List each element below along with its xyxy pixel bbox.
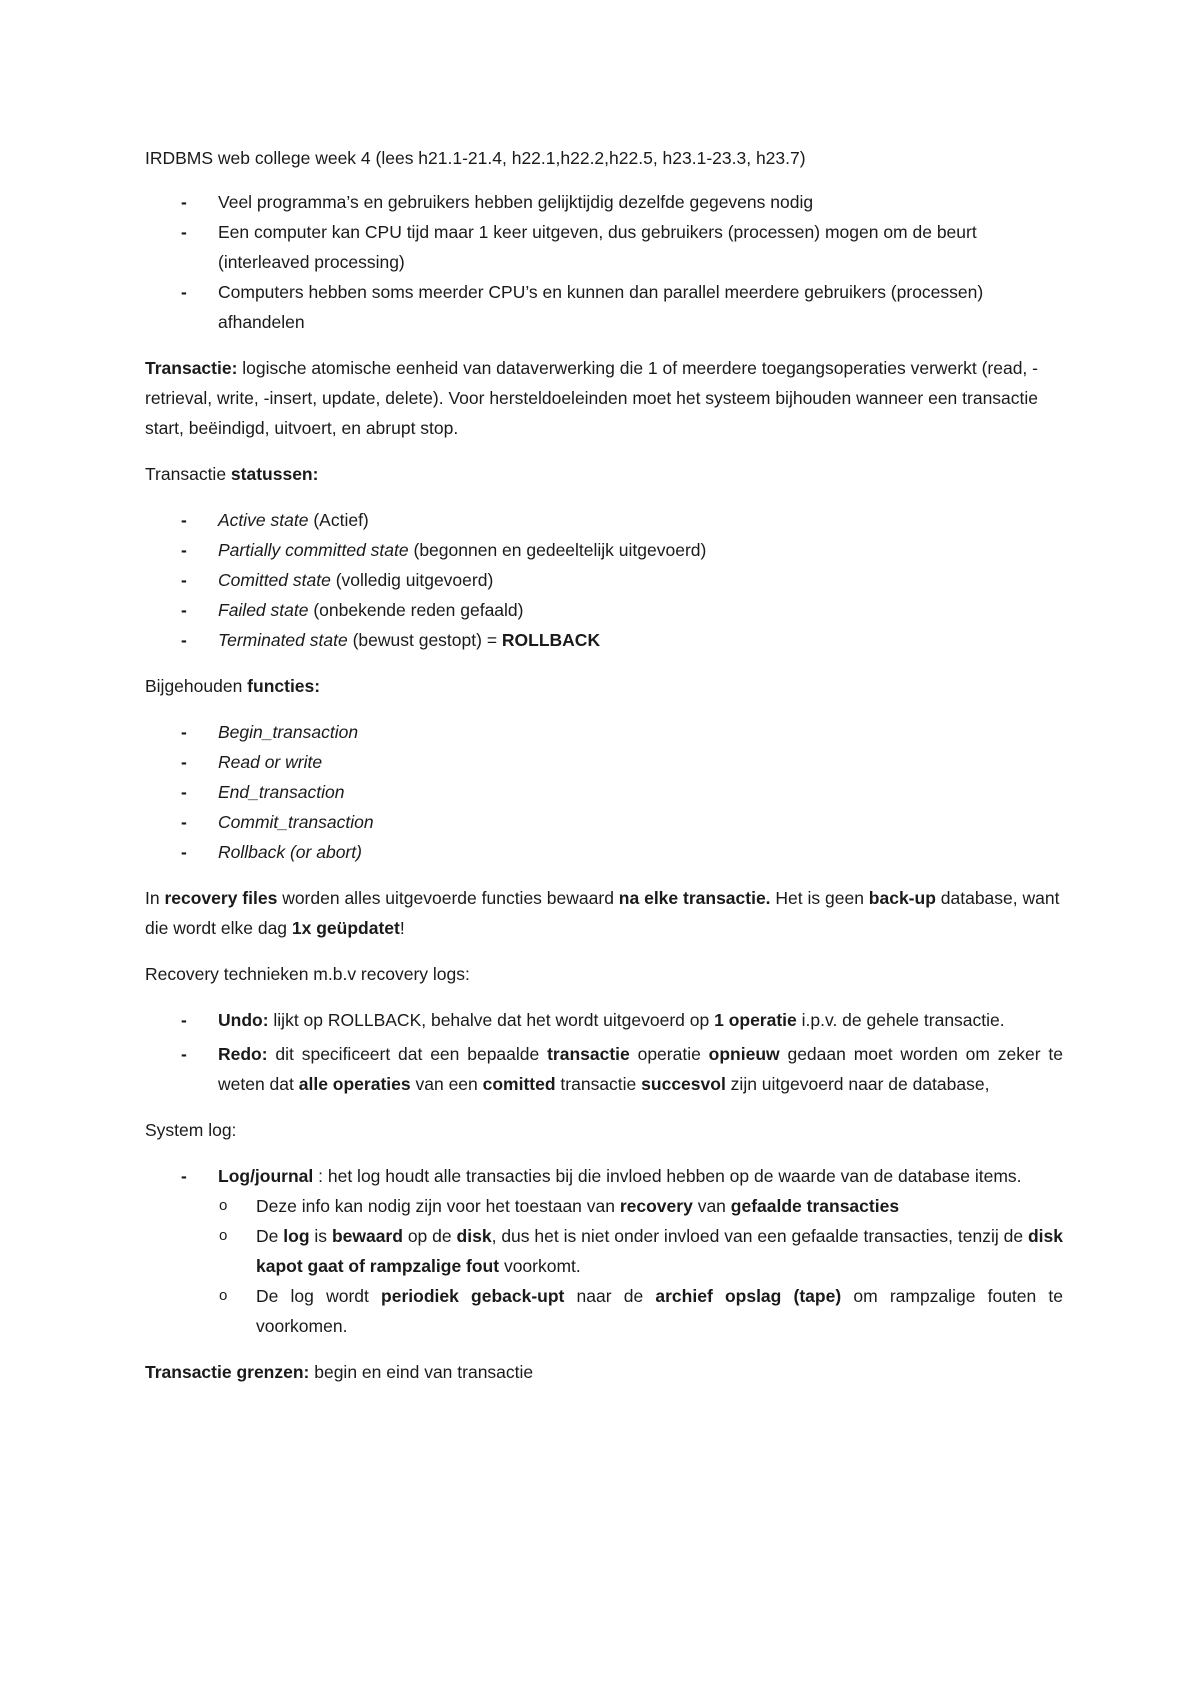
text-bold: archief opslag (tape) [655, 1286, 842, 1306]
text-bold: recovery [619, 1196, 693, 1216]
text: worden alles uitgevoerde functies bewaard [277, 888, 619, 908]
text: naar de [564, 1286, 656, 1306]
text: transactie [555, 1074, 642, 1094]
statussen-list [145, 505, 1063, 655]
function-name: End_transaction [218, 782, 345, 802]
state-desc: (onbekende reden gefaald) [308, 600, 524, 620]
text-bold: log [283, 1226, 310, 1246]
list-item [145, 807, 1063, 837]
text-bold: bewaard [331, 1226, 403, 1246]
text-bold: na elke transactie. [618, 888, 771, 908]
state-term: Comitted state [218, 570, 331, 590]
text: database, want die wordt elke dag [145, 888, 1060, 938]
text-bold: disk kapot gaat of rampzalige fout [256, 1226, 1063, 1276]
list-item: - Computers hebben soms meerder CPU’s en kunnen dan parallel meerdere gebruikers (processen) afhandelen [145, 277, 1063, 337]
state-desc: (Actief) [308, 510, 369, 530]
definition-text: logische atomische eenheid van dataverwerking die 1 of meerdere toegangsoperaties verwerkt (read, -retrieval, write, -insert, update, delete). Voor hersteldoeleinden moet het systeem bijhouden wanneer een transactie start, beëindigd, uitvoert, en abrupt stop. [145, 358, 1039, 438]
term-bold: Log/journal [218, 1166, 314, 1186]
text: voorkomt. [499, 1256, 581, 1276]
text: De log wordt [256, 1286, 382, 1306]
text: operatie [629, 1044, 709, 1064]
text: , dus het is niet onder invloed van een gefaalde transacties, tenzij de [491, 1226, 1028, 1246]
heading-bold: functies: [247, 676, 321, 696]
state-term: Failed state [218, 600, 309, 620]
list-item-journal [145, 1161, 1063, 1341]
list-item [145, 747, 1063, 777]
state-desc: (volledig uitgevoerd) [330, 570, 494, 590]
list-item [145, 717, 1063, 747]
list-item: - Een computer kan CPU tijd maar 1 keer uitgeven, dus gebruikers (processen) mogen om de beurt (interleaved processing) [145, 217, 1063, 277]
heading-text: Transactie [145, 464, 231, 484]
text-bold: comitted [482, 1074, 556, 1094]
document-body [145, 143, 1063, 1403]
list-item-undo [145, 1005, 1063, 1035]
list-item [145, 625, 1063, 655]
state-term: Active state [218, 510, 309, 530]
term-bold: Undo: [218, 1010, 269, 1030]
sub-bullet-list [218, 1191, 1063, 1341]
technieken-heading: Recovery technieken m.b.v recovery logs: [145, 964, 470, 984]
list-item [145, 595, 1063, 625]
list-item [145, 505, 1063, 535]
text-bold: transactie [547, 1044, 630, 1064]
function-name: Begin_transaction [218, 722, 359, 742]
text: dit specificeert dat een bepaalde [267, 1044, 548, 1064]
text-bold: 1x geüpdatet [291, 918, 400, 938]
text: is [309, 1226, 332, 1246]
text: begin en eind van transactie [309, 1362, 534, 1382]
text: op de [402, 1226, 457, 1246]
list-item [145, 565, 1063, 595]
state-desc: (begonnen en gedeeltelijk uitgevoerd) [408, 540, 707, 560]
system-log-heading: System log: [145, 1120, 237, 1140]
transactie-definition [145, 353, 1063, 443]
intro-bullet-list [145, 187, 1063, 337]
functies-list [145, 717, 1063, 867]
text-bold: 1 operatie [714, 1010, 797, 1030]
text: lijkt op ROLLBACK, behalve dat het wordt uitgevoerd op [268, 1010, 715, 1030]
text: van [692, 1196, 731, 1216]
text: Het is geen [770, 888, 869, 908]
term-bold: Redo: [218, 1044, 268, 1064]
text: : het log houdt alle transacties bij die invloed hebben op de waarde van de database items. [313, 1166, 1022, 1186]
list-item [145, 777, 1063, 807]
function-name: Read or write [218, 752, 323, 772]
text-bold: opnieuw [708, 1044, 780, 1064]
heading-text: Bijgehouden [145, 676, 248, 696]
statussen-heading [145, 459, 1063, 489]
text-bold: succesvol [641, 1074, 726, 1094]
text: In [145, 888, 165, 908]
function-name: Rollback (or abort) [218, 842, 362, 862]
text: zijn uitgevoerd naar de database, [725, 1074, 990, 1094]
state-term: Partially committed state [218, 540, 409, 560]
sub-list-item [218, 1221, 1063, 1281]
list-item [145, 535, 1063, 565]
text: om rampzalige fouten te voorkomen. [256, 1286, 1064, 1336]
recovery-files-paragraph [145, 883, 1063, 943]
transactie-grenzen [145, 1357, 1063, 1387]
term-bold: Transactie: [145, 358, 238, 378]
text: i.p.v. de gehele transactie. [796, 1010, 1005, 1030]
text-bold: gefaalde transacties [730, 1196, 900, 1216]
text: van een [410, 1074, 483, 1094]
text-bold: back-up [868, 888, 936, 908]
term-bold: Transactie grenzen: [145, 1362, 310, 1382]
technieken-list [145, 1005, 1063, 1099]
list-item-redo [145, 1039, 1063, 1099]
text: gedaan moet worden om zeker te weten dat [218, 1044, 1063, 1094]
list-item [145, 837, 1063, 867]
system-log-list [145, 1161, 1063, 1341]
rollback-bold: ROLLBACK [501, 630, 601, 650]
text-bold: recovery files [164, 888, 278, 908]
function-name: Commit_transaction [218, 812, 374, 832]
list-item: - Veel programma’s en gebruikers hebben gelijktijdig dezelfde gegevens nodig [145, 187, 1063, 217]
text-bold: alle operaties [298, 1074, 411, 1094]
text: Deze info kan nodig zijn voor het toestaan van [256, 1196, 620, 1216]
functies-heading [145, 671, 1063, 701]
heading-bold: statussen: [230, 464, 319, 484]
text-bold: periodiek geback-upt [381, 1286, 565, 1306]
text-bold: disk [456, 1226, 492, 1246]
text: De [256, 1226, 284, 1246]
state-desc: (bewust gestopt) = [347, 630, 502, 650]
state-term: Terminated state [218, 630, 348, 650]
text: ! [399, 918, 405, 938]
sub-list-item [218, 1281, 1063, 1341]
document-title: IRDBMS web college week 4 (lees h21.1-21.4, h22.1,h22.2,h22.5, h23.1-23.3, h23.7) [145, 148, 806, 168]
sub-list-item [218, 1191, 1063, 1221]
